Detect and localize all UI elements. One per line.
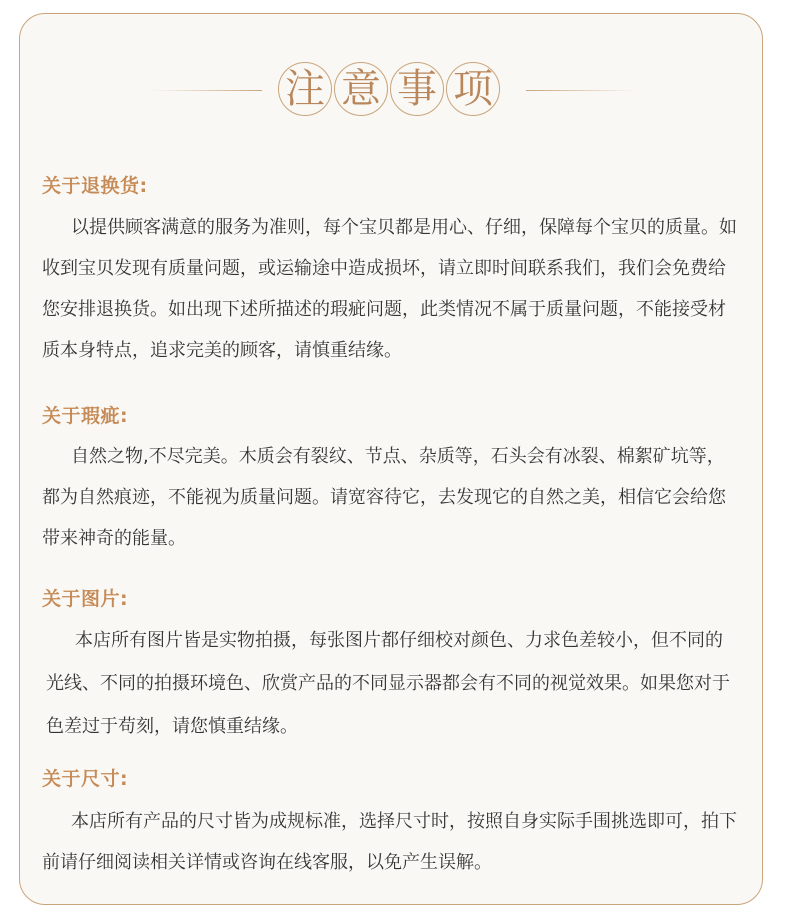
title-char-4: 项 xyxy=(446,62,500,116)
section-body-sizes: 本店所有产品的尺寸皆为成规标准，选择尺寸时，按照自身实际手围挑选即可，拍下前请仔细阅读相关详情或咨询在线客服，以免产生误解。 xyxy=(42,811,737,873)
section-heading-sizes: 关于尺寸: xyxy=(42,768,129,790)
section-heading-flaws: 关于瑕疵: xyxy=(42,405,129,427)
title-divider-left xyxy=(150,90,262,91)
section-body-images: 本店所有图片皆是实物拍摄，每张图片都仔细校对颜色、力求色差较小，但不同的光线、不同的拍摄环境色、欣赏产品的不同显示器都会有不同的视觉效果。如果您对于色差过于苟刻，请您慎重结缘。 xyxy=(46,630,730,737)
page-title xyxy=(0,62,790,120)
section-body-returns: 以提供顾客满意的服务为准则，每个宝贝都是用心、仔细，保障每个宝贝的质量。如收到宝贝发现有质量问题，或运输途中造成损坏，请立即时间联系我们，我们会免费给您安排退换货。如出现下述所描述的瑕疵问题，此类情况不属于质量问题，不能接受材质本身特点，追求完美的顾客，请慎重结缘。 xyxy=(42,217,737,361)
section-body-flaws: 自然之物,不尽完美。木质会有裂纹、节点、杂质等，石头会有冰裂、棉絮矿坑等，都为自然痕迹，不能视为质量问题。请宽容待它，去发现它的自然之美，相信它会给您带来神奇的能量。 xyxy=(42,446,726,549)
title-divider-right xyxy=(526,90,638,91)
title-char-2: 意 xyxy=(334,62,388,116)
section-heading-images: 关于图片: xyxy=(42,588,129,610)
section-heading-returns: 关于退换货: xyxy=(42,175,148,197)
title-characters xyxy=(278,62,502,116)
title-char-1: 注 xyxy=(278,62,332,116)
title-char-3: 事 xyxy=(390,62,444,116)
